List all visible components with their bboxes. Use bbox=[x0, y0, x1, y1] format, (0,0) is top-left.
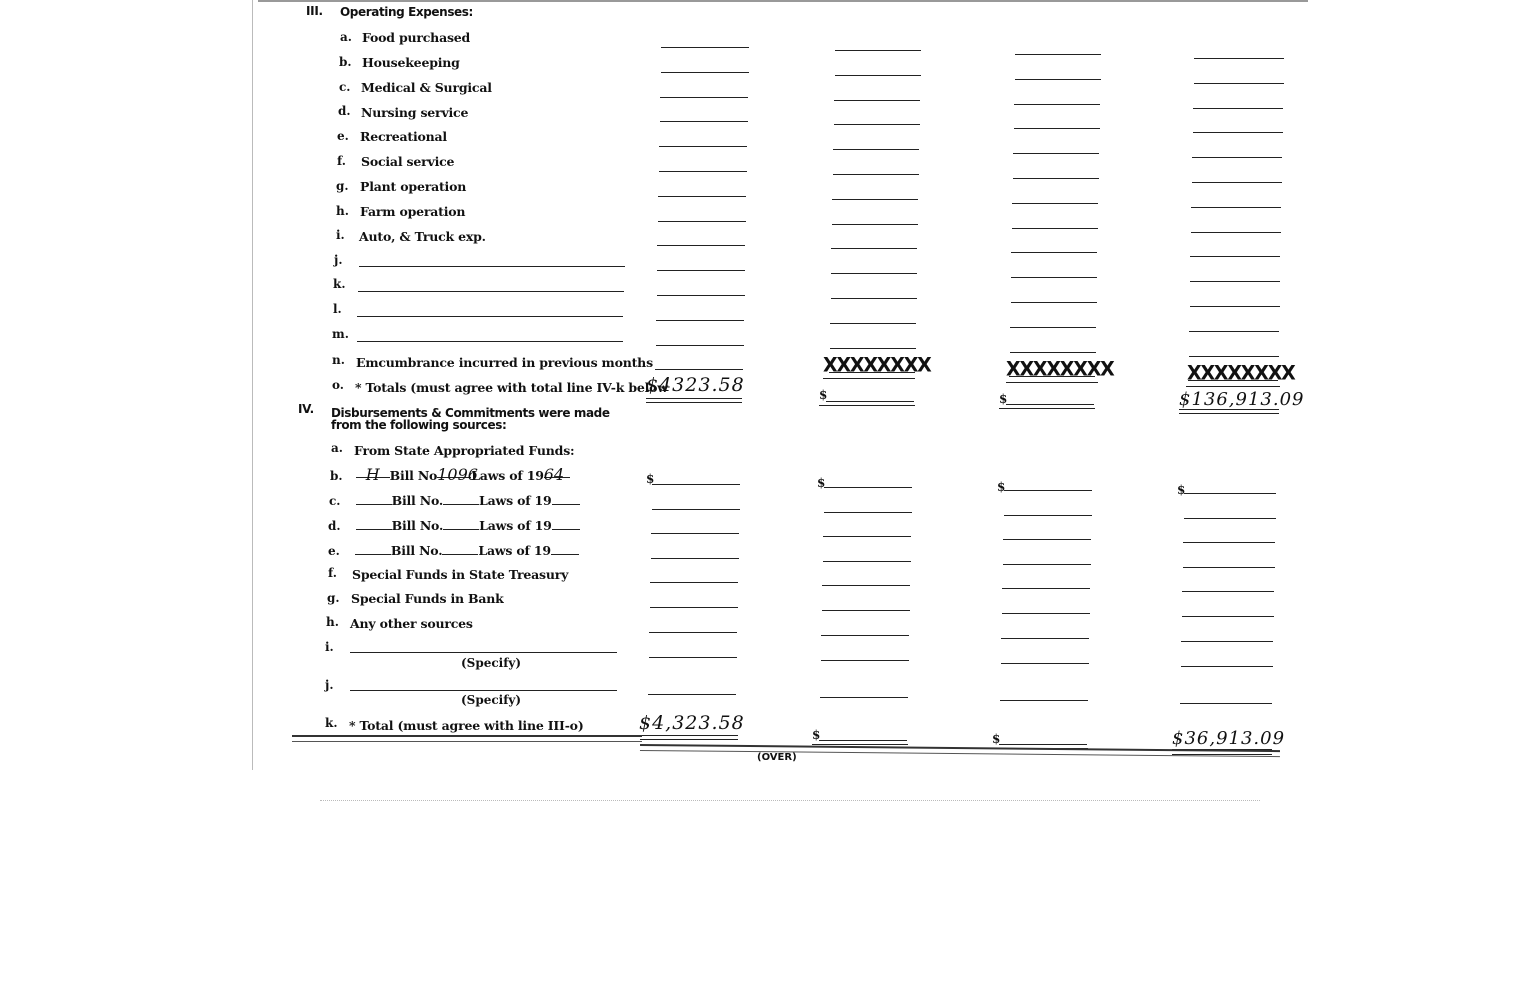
row-letter: i. bbox=[325, 640, 334, 654]
amount-field[interactable] bbox=[1182, 616, 1274, 617]
amount-field[interactable] bbox=[658, 221, 746, 222]
year-field[interactable] bbox=[551, 542, 579, 555]
source-row-b bbox=[330, 465, 570, 484]
amount-field[interactable] bbox=[824, 512, 912, 513]
amount-field[interactable] bbox=[835, 50, 921, 51]
amount-field[interactable] bbox=[1194, 58, 1284, 59]
amount-field[interactable] bbox=[1011, 252, 1097, 253]
source-row-e bbox=[328, 540, 579, 559]
section-number: IV. bbox=[298, 402, 314, 416]
rule bbox=[1006, 404, 1094, 405]
row-label: Nursing service bbox=[361, 105, 469, 120]
amount-field[interactable] bbox=[655, 369, 743, 370]
bill-prefix-field[interactable] bbox=[356, 465, 390, 484]
amount-field[interactable] bbox=[659, 171, 747, 172]
row-letter: h. bbox=[336, 204, 349, 218]
year-field[interactable] bbox=[552, 492, 580, 505]
amount-field[interactable] bbox=[1003, 539, 1091, 540]
scan-noise bbox=[320, 800, 1260, 802]
amount-field[interactable] bbox=[652, 509, 740, 510]
amount-field[interactable] bbox=[651, 558, 739, 559]
amount-field[interactable] bbox=[830, 348, 916, 349]
amount-field[interactable] bbox=[823, 536, 911, 537]
encumbrance-mark-col2: XXXXXXXX bbox=[823, 353, 931, 377]
source-row-c bbox=[329, 490, 580, 509]
amount-field[interactable] bbox=[657, 295, 745, 296]
rule bbox=[640, 739, 738, 740]
laws-label: Laws of 19 bbox=[471, 468, 544, 483]
amount-field[interactable] bbox=[822, 585, 910, 586]
amount-field[interactable] bbox=[831, 248, 917, 249]
amount-field[interactable] bbox=[1180, 703, 1272, 704]
amount-field[interactable] bbox=[1189, 331, 1279, 332]
rule bbox=[999, 744, 1087, 745]
row-label: * Totals (must agree with total line IV-k below bbox=[355, 380, 668, 395]
bill-prefix-field[interactable] bbox=[356, 492, 392, 505]
row-letter: d. bbox=[338, 104, 351, 118]
dollar-sign: $ bbox=[997, 480, 1006, 494]
row-label: Emcumbrance incurred in previous months bbox=[356, 355, 653, 370]
amount-field[interactable] bbox=[661, 47, 749, 48]
row-letter: g. bbox=[336, 179, 349, 193]
amount-field[interactable] bbox=[1183, 542, 1275, 543]
amount-field[interactable] bbox=[649, 632, 737, 633]
bottom-rule bbox=[292, 735, 642, 742]
section-title-line1: Disbursements & Commitments were made bbox=[331, 406, 610, 420]
bill-number-field[interactable] bbox=[442, 542, 478, 555]
amount-field[interactable] bbox=[820, 697, 908, 698]
rule bbox=[1186, 386, 1280, 387]
rule bbox=[826, 401, 914, 402]
row-label: Plant operation bbox=[360, 179, 467, 194]
blank-label-field[interactable] bbox=[358, 291, 624, 292]
amount-field[interactable] bbox=[648, 694, 736, 695]
row-letter: e. bbox=[328, 544, 340, 558]
amount-field[interactable] bbox=[835, 75, 921, 76]
amount-field[interactable] bbox=[830, 323, 916, 324]
specify-field[interactable] bbox=[350, 690, 617, 691]
bill-number-value: 1096 bbox=[437, 465, 478, 484]
row-letter: g. bbox=[327, 591, 340, 605]
section-title-line2: from the following sources: bbox=[331, 418, 507, 432]
blank-label-field[interactable] bbox=[357, 341, 623, 342]
amount-field[interactable] bbox=[1190, 306, 1280, 307]
row-label: Auto, & Truck exp. bbox=[359, 229, 486, 244]
amount-field[interactable] bbox=[821, 635, 909, 636]
row-label: Recreational bbox=[360, 129, 447, 144]
total-iii-col1[interactable]: $4323.58 bbox=[646, 374, 745, 396]
rule bbox=[1179, 409, 1279, 410]
laws-label: Laws of 19 bbox=[479, 518, 552, 533]
page-edge bbox=[252, 0, 253, 770]
row-letter: a. bbox=[331, 441, 343, 455]
total-iii-col4[interactable]: $136,913.09 bbox=[1179, 389, 1305, 410]
amount-field[interactable] bbox=[1189, 356, 1279, 357]
top-rule bbox=[258, 0, 1308, 2]
row-label: From State Appropriated Funds: bbox=[354, 443, 575, 458]
row-letter: h. bbox=[326, 615, 339, 629]
amount-field[interactable] bbox=[1190, 256, 1280, 257]
row-letter: d. bbox=[328, 519, 341, 533]
amount-field[interactable] bbox=[661, 72, 749, 73]
year-field[interactable] bbox=[552, 517, 580, 530]
row-letter: l. bbox=[333, 302, 342, 316]
amount-field[interactable] bbox=[656, 320, 744, 321]
row-letter: c. bbox=[329, 494, 341, 508]
bill-label: Bill No bbox=[389, 468, 438, 483]
amount-field[interactable] bbox=[1001, 663, 1089, 664]
row-label: Any other sources bbox=[350, 616, 473, 631]
amount-field[interactable] bbox=[1004, 490, 1092, 491]
amount-field[interactable] bbox=[1015, 54, 1101, 55]
amount-field[interactable] bbox=[1013, 153, 1099, 154]
rule bbox=[640, 735, 738, 736]
amount-field[interactable] bbox=[831, 298, 917, 299]
amount-field[interactable] bbox=[1184, 493, 1276, 494]
amount-field[interactable] bbox=[657, 270, 745, 271]
rule bbox=[819, 740, 907, 741]
amount-field[interactable] bbox=[658, 196, 746, 197]
amount-field[interactable] bbox=[1003, 564, 1091, 565]
row-letter: b. bbox=[339, 55, 352, 69]
amount-field[interactable] bbox=[656, 345, 744, 346]
rule bbox=[999, 408, 1095, 409]
row-letter: f. bbox=[328, 566, 337, 580]
bill-number-field[interactable] bbox=[437, 465, 478, 484]
year-field[interactable] bbox=[543, 465, 570, 484]
amount-field[interactable] bbox=[651, 533, 739, 534]
amount-field[interactable] bbox=[832, 199, 918, 200]
amount-field[interactable] bbox=[821, 660, 909, 661]
row-letter: b. bbox=[330, 469, 343, 483]
row-letter: e. bbox=[337, 129, 349, 143]
amount-field[interactable] bbox=[1014, 104, 1100, 105]
amount-field[interactable] bbox=[1181, 641, 1273, 642]
encumbrance-mark-col4: XXXXXXXX bbox=[1187, 361, 1295, 385]
row-letter: j. bbox=[334, 253, 343, 267]
row-letter: n. bbox=[332, 353, 345, 367]
amount-field[interactable] bbox=[831, 273, 917, 274]
total-iv-col4[interactable]: $36,913.09 bbox=[1172, 728, 1286, 749]
amount-field[interactable] bbox=[1014, 128, 1100, 129]
blank-label-field[interactable] bbox=[359, 266, 625, 267]
amount-field[interactable] bbox=[833, 149, 919, 150]
amount-field[interactable] bbox=[823, 561, 911, 562]
year-value: 64 bbox=[543, 465, 565, 484]
amount-field[interactable] bbox=[1190, 281, 1280, 282]
row-letter: f. bbox=[337, 154, 346, 168]
amount-field[interactable] bbox=[1010, 352, 1096, 353]
rule bbox=[1179, 413, 1279, 414]
amount-field[interactable] bbox=[1181, 666, 1273, 667]
specify-field[interactable] bbox=[350, 652, 617, 653]
amount-field[interactable] bbox=[1183, 567, 1275, 568]
rule bbox=[1006, 382, 1098, 383]
amount-field[interactable] bbox=[1010, 327, 1096, 328]
row-letter: i. bbox=[336, 228, 345, 242]
dollar-sign: $ bbox=[646, 472, 655, 486]
row-letter: j. bbox=[325, 678, 334, 692]
bill-number-field[interactable] bbox=[443, 492, 479, 505]
amount-field[interactable] bbox=[1192, 182, 1282, 183]
total-iv-col1[interactable]: $4,323.58 bbox=[639, 712, 745, 734]
row-label: * Total (must agree with line III-o) bbox=[349, 718, 584, 733]
bill-label: Bill No. bbox=[390, 543, 443, 558]
over-note: (OVER) bbox=[757, 752, 797, 763]
bill-label: Bill No. bbox=[391, 518, 444, 533]
amount-field[interactable] bbox=[822, 610, 910, 611]
amount-field[interactable] bbox=[660, 97, 748, 98]
amount-field[interactable] bbox=[659, 146, 747, 147]
row-label: Medical & Surgical bbox=[361, 80, 492, 95]
bill-number-field[interactable] bbox=[443, 517, 479, 530]
amount-field[interactable] bbox=[824, 487, 912, 488]
row-letter: k. bbox=[325, 716, 338, 730]
row-letter: c. bbox=[339, 80, 351, 94]
blank-label-field[interactable] bbox=[357, 316, 623, 317]
bill-prefix-value: H bbox=[365, 465, 380, 484]
amount-field[interactable] bbox=[1013, 178, 1099, 179]
amount-field[interactable] bbox=[1193, 132, 1283, 133]
row-label: Housekeeping bbox=[362, 55, 460, 70]
rule bbox=[646, 398, 742, 399]
source-row-d bbox=[328, 515, 580, 534]
amount-field[interactable] bbox=[833, 174, 919, 175]
amount-field[interactable] bbox=[1011, 302, 1097, 303]
amount-field[interactable] bbox=[652, 484, 740, 485]
amount-field[interactable] bbox=[834, 124, 920, 125]
total-iii-col2[interactable]: $ bbox=[819, 388, 828, 402]
rule bbox=[823, 378, 915, 379]
amount-field[interactable] bbox=[1011, 277, 1097, 278]
amount-field[interactable] bbox=[1192, 157, 1282, 158]
row-label: Food purchased bbox=[362, 30, 471, 45]
row-label: Social service bbox=[361, 154, 455, 169]
amount-field[interactable] bbox=[649, 657, 737, 658]
specify-note: (Specify) bbox=[461, 656, 522, 670]
dollar-sign: $ bbox=[1177, 483, 1186, 497]
amount-field[interactable] bbox=[650, 582, 738, 583]
total-iv-col3[interactable]: $ bbox=[992, 732, 1001, 746]
row-letter: k. bbox=[333, 277, 346, 291]
row-letter: m. bbox=[332, 327, 349, 341]
row-label: Special Funds in Bank bbox=[351, 591, 504, 606]
amount-field[interactable] bbox=[660, 121, 748, 122]
laws-label: Laws of 19 bbox=[478, 543, 551, 558]
row-letter: o. bbox=[332, 378, 344, 392]
amount-field[interactable] bbox=[1184, 518, 1276, 519]
amount-field[interactable] bbox=[1191, 207, 1281, 208]
bill-label: Bill No. bbox=[391, 493, 444, 508]
section-title: Operating Expenses: bbox=[340, 5, 473, 19]
amount-field[interactable] bbox=[1012, 203, 1098, 204]
dollar-sign: $ bbox=[817, 476, 826, 490]
section-number: III. bbox=[306, 4, 323, 18]
amount-field[interactable] bbox=[1182, 591, 1274, 592]
amount-field[interactable] bbox=[834, 100, 920, 101]
rule bbox=[646, 402, 742, 403]
rule bbox=[819, 405, 915, 406]
amount-field[interactable] bbox=[1001, 638, 1089, 639]
laws-label: Laws of 19 bbox=[479, 493, 552, 508]
amount-field[interactable] bbox=[650, 607, 738, 608]
amount-field[interactable] bbox=[1193, 108, 1283, 109]
amount-field[interactable] bbox=[1002, 613, 1090, 614]
amount-field[interactable] bbox=[1000, 700, 1088, 701]
specify-note: (Specify) bbox=[461, 693, 522, 707]
total-iii-col3[interactable]: $ bbox=[999, 392, 1008, 406]
total-iv-col2[interactable]: $ bbox=[812, 728, 821, 742]
bill-prefix-field[interactable] bbox=[355, 542, 391, 555]
amount-field[interactable] bbox=[657, 245, 745, 246]
bill-prefix-field[interactable] bbox=[356, 517, 392, 530]
amount-field[interactable] bbox=[1002, 588, 1090, 589]
amount-field[interactable] bbox=[1191, 232, 1281, 233]
amount-field[interactable] bbox=[1194, 83, 1284, 84]
amount-field[interactable] bbox=[832, 224, 918, 225]
row-label: Special Funds in State Treasury bbox=[352, 567, 569, 582]
row-label: Farm operation bbox=[360, 204, 466, 219]
amount-field[interactable] bbox=[1015, 79, 1101, 80]
amount-field[interactable] bbox=[1012, 228, 1098, 229]
row-letter: a. bbox=[340, 30, 352, 44]
encumbrance-mark-col3: XXXXXXXX bbox=[1006, 357, 1114, 381]
amount-field[interactable] bbox=[1004, 515, 1092, 516]
